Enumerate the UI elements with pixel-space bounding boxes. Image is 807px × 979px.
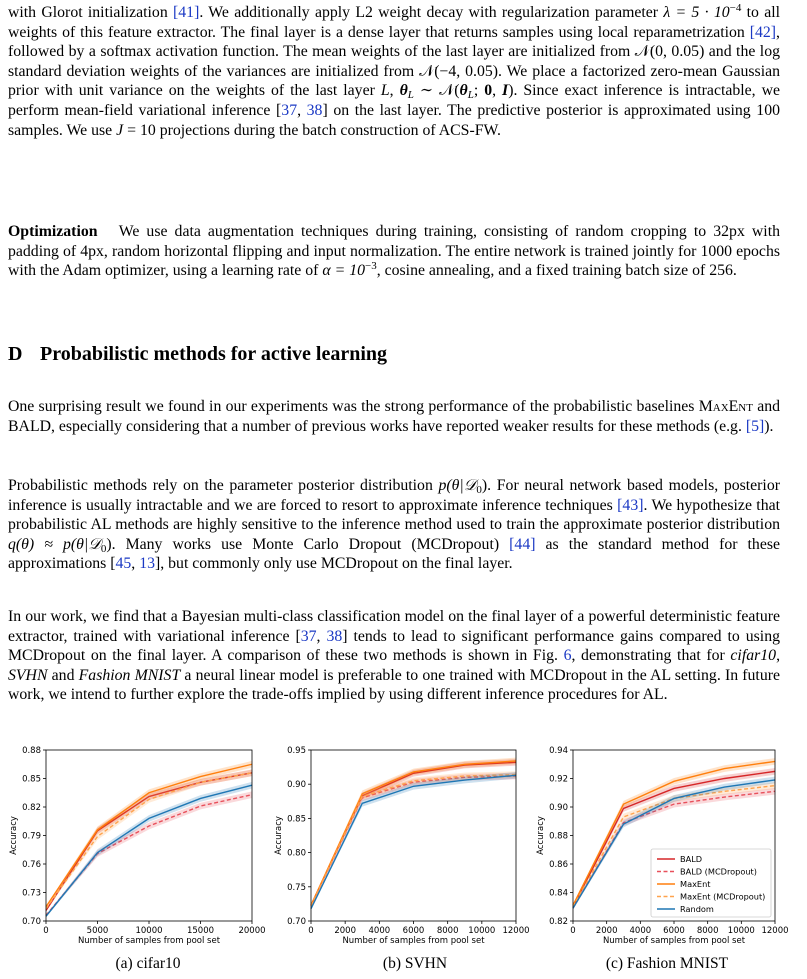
x-axis-label: Number of samples from pool set xyxy=(77,936,221,946)
caption-cifar10: (a) cifar10 xyxy=(115,955,181,972)
x-tick-label: 10000 xyxy=(135,926,163,936)
y-axis-label: Accuracy xyxy=(274,816,284,855)
y-tick-label: 0.73 xyxy=(22,888,41,899)
series-line xyxy=(311,775,516,906)
paragraph-surprising-result: One surprising result we found in our experiments was the strong performance of the probabilistic baselines MaxEnt and BALD, especially considering that a number of previous works have reported weaker results for these methods (e.g. [5]). xyxy=(8,398,780,435)
caption-fashion-mnist: (c) Fashion MNIST xyxy=(605,955,729,972)
y-tick-label: 0.85 xyxy=(287,814,306,825)
x-tick-label: 2000 xyxy=(595,926,618,936)
paragraph-heading: Optimization xyxy=(8,223,98,240)
series-band xyxy=(46,791,252,916)
legend-entry: MaxEnt (MCDropout) xyxy=(680,891,766,902)
y-tick-label: 0.95 xyxy=(287,746,306,756)
caption-svhn: (b) SVHN xyxy=(382,955,448,972)
paragraph-optimization: Optimization We use data augmentation techniques during training, consisting of random cropping to 32px with padding of 4px, random horizontal flipping and input normalization. The entire network is trained jointly for 1000 epochs with the Adam optimizer, using a learning rate of $\alpha = 10^{-3}$, cosine annealing, and a fixed training batch size of 256. xyxy=(8,223,780,280)
x-tick-label: 0 xyxy=(570,926,576,936)
x-tick-label: 5000 xyxy=(86,926,109,936)
x-tick-label: 2000 xyxy=(334,926,356,936)
series-band xyxy=(46,761,252,908)
y-tick-label: 0.70 xyxy=(287,917,306,927)
y-tick-label: 0.86 xyxy=(549,860,568,870)
paragraph-our-work: In our work, we find that a Bayesian multi-class classification model on the final layer of a powerful deterministic feature extractor, trained with variational inference [37, 38] tends to lead to significant performance gains compared to using MCDropout on the final layer. A comparison of these two methods is shown in Fig. 6, demonstrating that for cifar10, SVHN and Fashion MNIST a neural linear model is preferable to one trained with MCDropout in the AL setting. In future work, we intend to further explore the trade-offs implied by using different inference procedures for AL. xyxy=(8,608,781,704)
citation-link[interactable]: 38 xyxy=(306,101,323,119)
citation-link[interactable]: [44] xyxy=(509,535,536,553)
y-axis-label: Accuracy xyxy=(9,816,19,855)
x-tick-label: 0 xyxy=(43,926,49,936)
y-tick-label: 0.88 xyxy=(549,831,568,842)
citation-link[interactable]: 45 xyxy=(115,555,132,573)
y-tick-label: 0.88 xyxy=(22,746,41,756)
legend-entry: BALD (MCDropout) xyxy=(680,866,757,877)
x-tick-label: 10000 xyxy=(727,926,755,936)
section-heading: D Probabilistic methods for active learning xyxy=(8,343,388,365)
chart-svhn xyxy=(266,736,528,948)
y-tick-label: 0.94 xyxy=(549,746,568,756)
y-tick-label: 0.70 xyxy=(22,917,41,927)
y-tick-label: 0.82 xyxy=(549,917,568,927)
x-tick-label: 8000 xyxy=(696,926,719,936)
y-tick-label: 0.75 xyxy=(287,882,306,893)
legend-entry: MaxEnt xyxy=(680,879,711,889)
paragraph-model-details: with Glorot initialization [41]. We additionally apply L2 weight decay with regularization parameter $\lambda = 5 \cdot 10^{-4}$ to all weights of this feature extractor. The final layer is a dense layer that returns samples using local reparametrization [42], followed by a softmax activation function. The mean weights of the last layer are initialized from 𝒩(0, 0.05) and the log standard deviation weights of the variances are initialized from 𝒩(−4, 0.05). We place a factorized zero-mean Gaussian prior with unit variance on the weights of the last layer L, $\theta_L$ ∼ $𝒩(\theta_L$; 0, I). Since exact inference is intractable, we perform mean-field variational inference [37, 38] on the last layer. The predictive posterior is approximated using 100 samples. We use J = 10 projections during the batch construction of ACS-FW. xyxy=(8,2,781,139)
legend-entry: BALD xyxy=(680,854,703,864)
series-line xyxy=(46,764,252,907)
x-tick-label: 6000 xyxy=(402,926,425,936)
citation-link[interactable]: [41] xyxy=(173,4,200,21)
x-tick-label: 4000 xyxy=(368,926,391,936)
x-tick-label: 20000 xyxy=(238,926,266,936)
y-tick-label: 0.76 xyxy=(22,860,41,870)
y-tick-label: 0.90 xyxy=(549,803,568,813)
citation-link[interactable]: 37 xyxy=(300,627,317,645)
citation-link[interactable]: [5] xyxy=(745,417,765,435)
y-tick-label: 0.85 xyxy=(22,774,41,785)
series-line xyxy=(46,785,252,916)
y-tick-label: 0.82 xyxy=(22,803,41,813)
x-tick-label: 10000 xyxy=(468,926,496,936)
x-axis-label: Number of samples from pool set xyxy=(602,936,746,946)
y-axis-label: Accuracy xyxy=(536,816,546,855)
y-tick-label: 0.80 xyxy=(287,848,306,859)
y-tick-label: 0.84 xyxy=(549,888,568,899)
x-tick-label: 15000 xyxy=(186,926,215,936)
x-tick-label: 12000 xyxy=(761,926,789,936)
legend-entry: Random xyxy=(680,904,714,914)
chart-fashion-mnist xyxy=(532,736,800,948)
series-line xyxy=(46,795,252,916)
x-axis-label: Number of samples from pool set xyxy=(342,936,485,946)
citation-link[interactable]: 37 xyxy=(281,101,298,119)
y-tick-label: 0.79 xyxy=(22,831,41,842)
citation-link[interactable]: 38 xyxy=(326,627,343,645)
citation-link[interactable]: [43] xyxy=(617,496,644,514)
x-tick-label: 8000 xyxy=(436,926,459,936)
figure-link[interactable]: 6 xyxy=(563,647,572,665)
y-tick-label: 0.90 xyxy=(287,780,306,791)
chart-cifar10 xyxy=(0,736,266,948)
y-tick-label: 0.92 xyxy=(549,774,568,785)
x-tick-label: 4000 xyxy=(629,926,652,936)
citation-link[interactable]: [42] xyxy=(749,23,777,41)
paragraph-posterior: Probabilistic methods rely on the parameter posterior distribution p(θ|𝒟$_0$). For neural network based models, posterior inference is usually intractable and we are forced to resort to approximate inference techniques [43]. We hypothesize that probabilistic AL methods are highly sensitive to the inference method used to train the approximate posterior distribution q(θ) ≈ p(θ|𝒟$_0$). Many works use Monte Carlo Dropout (MCDropout) [44] as the standard method for these approximations [45, 13], but commonly only use MCDropout on the final layer. xyxy=(8,477,780,573)
x-tick-label: 0 xyxy=(308,926,314,936)
citation-link[interactable]: 13 xyxy=(139,555,155,573)
x-tick-label: 12000 xyxy=(502,926,530,936)
x-tick-label: 6000 xyxy=(663,926,685,936)
figure-row xyxy=(0,736,807,979)
